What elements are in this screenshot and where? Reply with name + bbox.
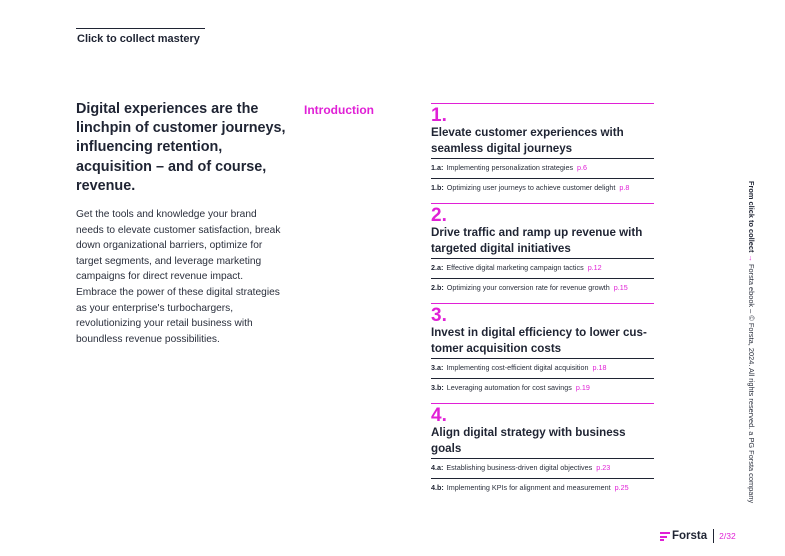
toc-item-text: Implementing personalization strategies	[446, 163, 574, 172]
toc-item-page: p.25	[614, 483, 629, 492]
toc-item-page: p.19	[575, 383, 590, 392]
toc-item[interactable]	[431, 478, 654, 498]
toc-item-code: 1.a:	[431, 163, 444, 172]
toc-section-number: 3.	[431, 305, 447, 326]
toc-item-code: 2.a:	[431, 263, 444, 272]
page-number: 2/32	[719, 531, 736, 541]
toc-section	[431, 203, 654, 298]
toc-section-title: Elevate customer experiences with seamless digital journeys	[431, 126, 624, 155]
toc-section-title: Align digital strategy with business goals	[431, 426, 626, 455]
toc-item-page: p.12	[587, 263, 602, 272]
toc-item-text: Optimizing user journeys to achieve customer delight	[446, 183, 616, 192]
forsta-logo	[660, 530, 707, 542]
toc-section	[431, 103, 654, 198]
toc-item-code: 3.b:	[431, 383, 444, 392]
toc-section	[431, 403, 654, 498]
forsta-logo-text: Forsta	[672, 530, 708, 542]
toc-item-page: p.6	[577, 163, 588, 172]
arrow-separator: →	[747, 254, 756, 262]
toc-item-page: p.23	[596, 463, 611, 472]
toc-item-code: 1.b:	[431, 183, 444, 192]
toc-item[interactable]	[431, 178, 654, 198]
toc-item-text: Optimizing your conversion rate for revenue growth	[446, 283, 610, 292]
toc-section-number: 2.	[431, 205, 447, 226]
copyright-notice: Forsta ebook – © Forsta, 2024. All rights reserved. a PG Forsta company	[747, 263, 756, 504]
toc-item-text: Leveraging automation for cost savings	[446, 383, 572, 392]
introduction-label: Introduction	[304, 103, 374, 117]
toc-item-page: p.8	[619, 183, 630, 192]
toc-section-title: Invest in digital efficiency to lower cus-tomer acquisition costs	[431, 326, 647, 355]
toc-item-code: 4.b:	[431, 483, 444, 492]
vertical-copyright-text	[747, 181, 756, 503]
toc-item-text: Implementing KPIs for alignment and measurement	[446, 483, 611, 492]
toc-item-text: Implementing cost-efficient digital acquisition	[446, 363, 589, 372]
document-header-title: Click to collect mastery	[77, 33, 200, 45]
toc-item-code: 3.a:	[431, 363, 444, 372]
table-of-contents	[431, 103, 654, 503]
toc-item[interactable]	[431, 458, 654, 478]
intro-body-text: Get the tools and knowledge your brand needs to elevate customer satisfaction, break down organizational barriers, optimize for target segments, and leverage marketing campaigns for direct revenue impact. Embrace the power of these digital strategies as your enterprise's turbochargers, revolutionizing your retail business with boundless revenue possibilities.	[76, 209, 281, 345]
toc-section-number: 1.	[431, 105, 447, 126]
toc-section	[431, 303, 654, 398]
toc-item[interactable]	[431, 378, 654, 398]
footer-divider	[713, 529, 714, 543]
toc-section-number: 4.	[431, 405, 447, 426]
toc-item[interactable]	[431, 358, 654, 378]
header-rule	[76, 28, 205, 29]
toc-item[interactable]	[431, 158, 654, 178]
intro-headline: Digital experiences are the linchpin of customer journeys, influencing retention, acquisition – and of course, revenue.	[76, 101, 286, 194]
toc-item-text: Effective digital marketing campaign tactics	[446, 263, 584, 272]
forsta-logo-icon	[660, 531, 670, 541]
toc-item-page: p.18	[592, 363, 607, 372]
toc-section-title: Drive traffic and ramp up revenue with targeted digital initiatives	[431, 226, 643, 255]
toc-item-code: 2.b:	[431, 283, 444, 292]
toc-item-page: p.15	[613, 283, 628, 292]
toc-item-text: Establishing business-driven digital objectives	[446, 463, 593, 472]
ebook-title: From click to collect	[747, 181, 756, 253]
toc-item[interactable]	[431, 278, 654, 298]
toc-item-code: 4.a:	[431, 463, 444, 472]
page-footer	[660, 528, 736, 544]
toc-item[interactable]	[431, 258, 654, 278]
